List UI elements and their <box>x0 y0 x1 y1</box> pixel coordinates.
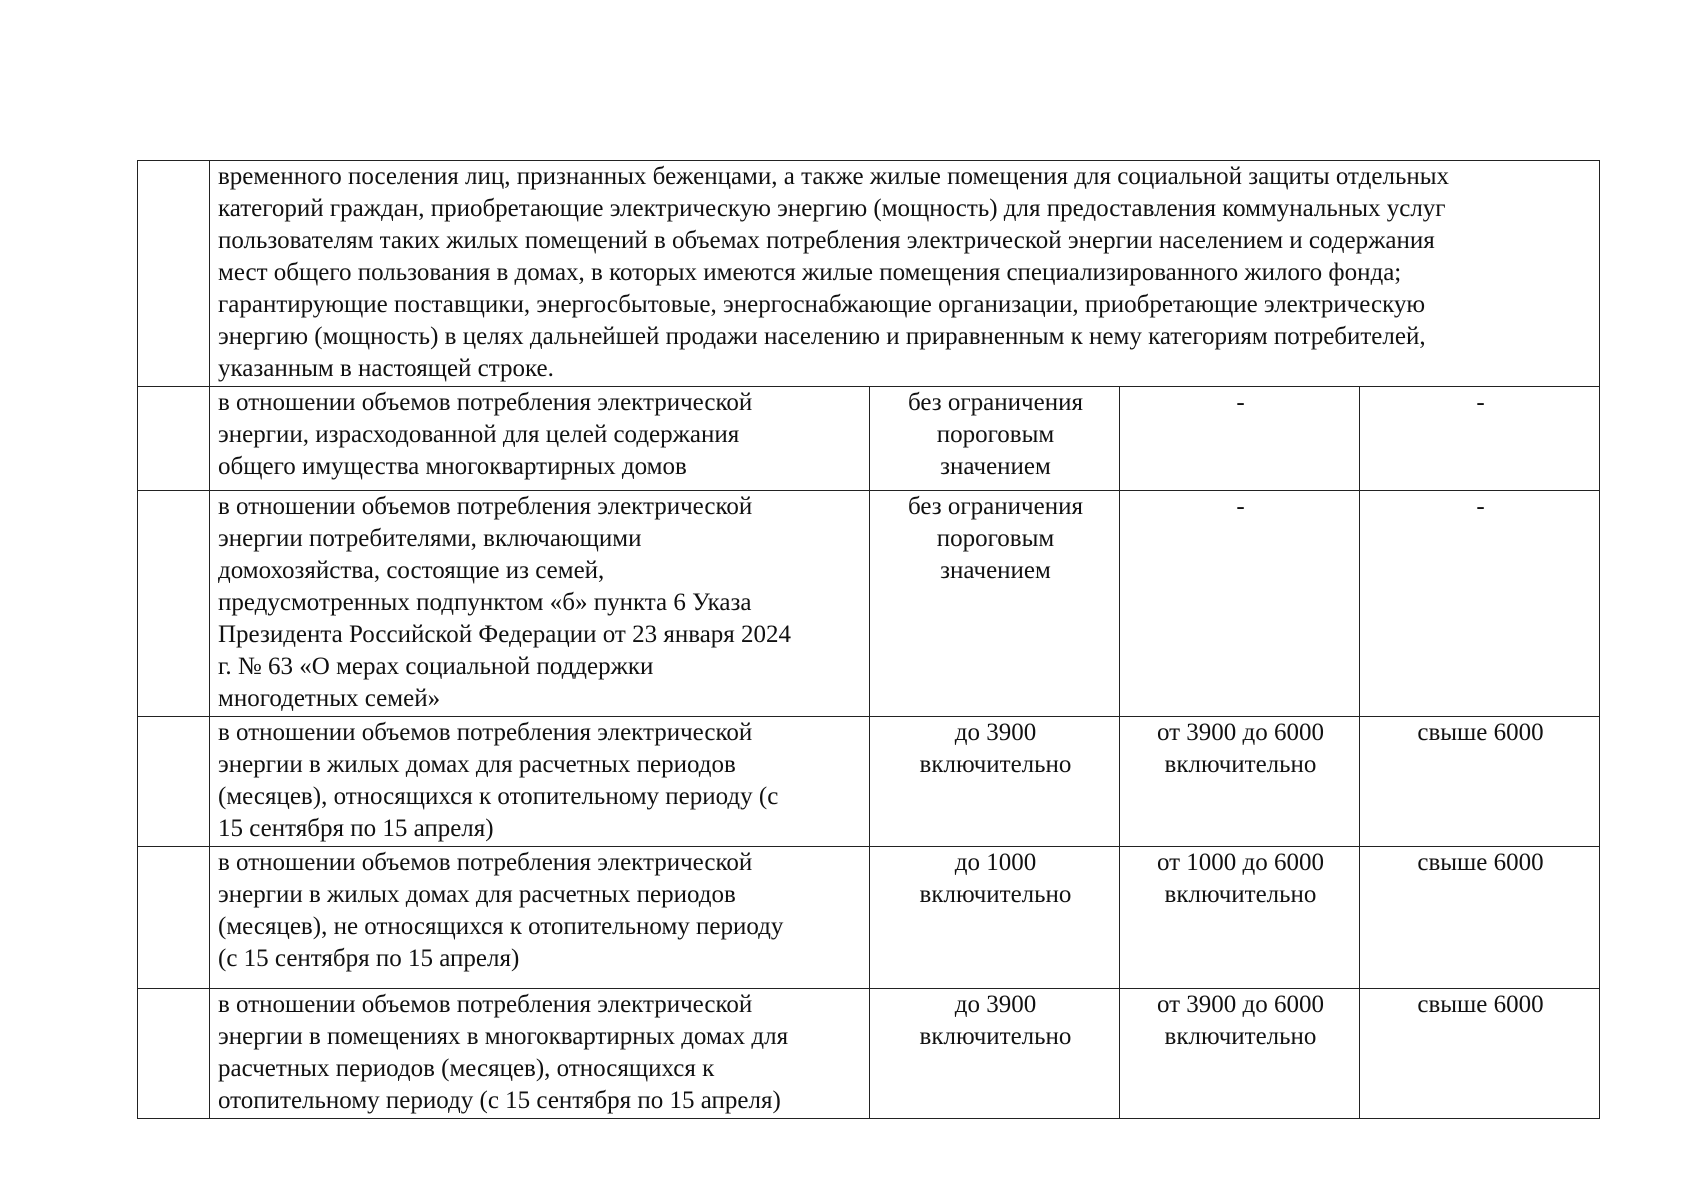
row-index-cell <box>138 387 210 491</box>
range-high-cell: - <box>1360 491 1600 717</box>
range-low-cell: до 1000 включительно <box>870 847 1120 989</box>
range-high-cell: свыше 6000 <box>1360 989 1600 1119</box>
table-row <box>138 387 1600 491</box>
intro-line: категорий граждан, приобретающие электрическую энергию (мощность) для предоставления коммунальных услуг <box>218 195 1446 222</box>
range-mid-cell: от 3900 до 6000 включительно <box>1120 989 1360 1119</box>
range-mid-cell: от 1000 до 6000 включительно <box>1120 847 1360 989</box>
range-high-cell: свыше 6000 <box>1360 717 1600 847</box>
table-row-intro <box>138 161 1600 387</box>
intro-text-cell <box>210 161 1600 387</box>
row-index-cell <box>138 989 210 1119</box>
description-cell: в отношении объемов потребления электрической энергии, израсходованной для целей содержания общего имущества многоквартирных домов <box>210 387 870 491</box>
range-mid-cell: - <box>1120 387 1360 491</box>
description-cell: в отношении объемов потребления электрической энергии в помещениях в многоквартирных домах для расчетных периодов (месяцев), относящихся к отопительному периоду (с 15 сентября по 15 апреля) <box>210 989 870 1119</box>
table-row <box>138 989 1600 1119</box>
intro-line: указанным в настоящей строке. <box>218 355 554 382</box>
range-mid-cell: - <box>1120 491 1360 717</box>
range-mid-cell: от 3900 до 6000 включительно <box>1120 717 1360 847</box>
row-index-cell <box>138 161 210 387</box>
range-high-cell: - <box>1360 387 1600 491</box>
row-index-cell <box>138 717 210 847</box>
row-index-cell <box>138 847 210 989</box>
range-low-cell: до 3900 включительно <box>870 717 1120 847</box>
table-row <box>138 717 1600 847</box>
table-row <box>138 847 1600 989</box>
description-cell: в отношении объемов потребления электрической энергии потребителями, включающими домохозяйства, состоящие из семей, предусмотренных подпунктом «б» пункта 6 Указа Президента Российской Федерации от 23 января 2024 г. № 63 «О мерах социальной поддержки многодетных семей» <box>210 491 870 717</box>
range-low-cell: без ограничения пороговым значением <box>870 387 1120 491</box>
range-low-cell: до 3900 включительно <box>870 989 1120 1119</box>
intro-line: временного поселения лиц, признанных беженцами, а также жилые помещения для социальной защиты отдельных <box>218 163 1450 190</box>
table-row <box>138 491 1600 717</box>
description-cell: в отношении объемов потребления электрической энергии в жилых домах для расчетных периодов (месяцев), относящихся к отопительному периоду (с 15 сентября по 15 апреля) <box>210 717 870 847</box>
range-low-cell: без ограничения пороговым значением <box>870 491 1120 717</box>
intro-line: энергию (мощность) в целях дальнейшей продажи населению и приравненным к нему категориям потребителей, <box>218 323 1426 350</box>
intro-line: гарантирующие поставщики, энергосбытовые, энергоснабжающие организации, приобретающие электрическую <box>218 291 1426 318</box>
intro-line: пользователям таких жилых помещений в объемах потребления электрической энергии населением и содержания <box>218 227 1435 254</box>
tariff-table <box>137 160 1600 1119</box>
range-high-cell: свыше 6000 <box>1360 847 1600 989</box>
description-cell: в отношении объемов потребления электрической энергии в жилых домах для расчетных периодов (месяцев), не относящихся к отопительному периоду (с 15 сентября по 15 апреля) <box>210 847 870 989</box>
row-index-cell <box>138 491 210 717</box>
intro-line: мест общего пользования в домах, в которых имеются жилые помещения специализированного жилого фонда; <box>218 259 1402 286</box>
